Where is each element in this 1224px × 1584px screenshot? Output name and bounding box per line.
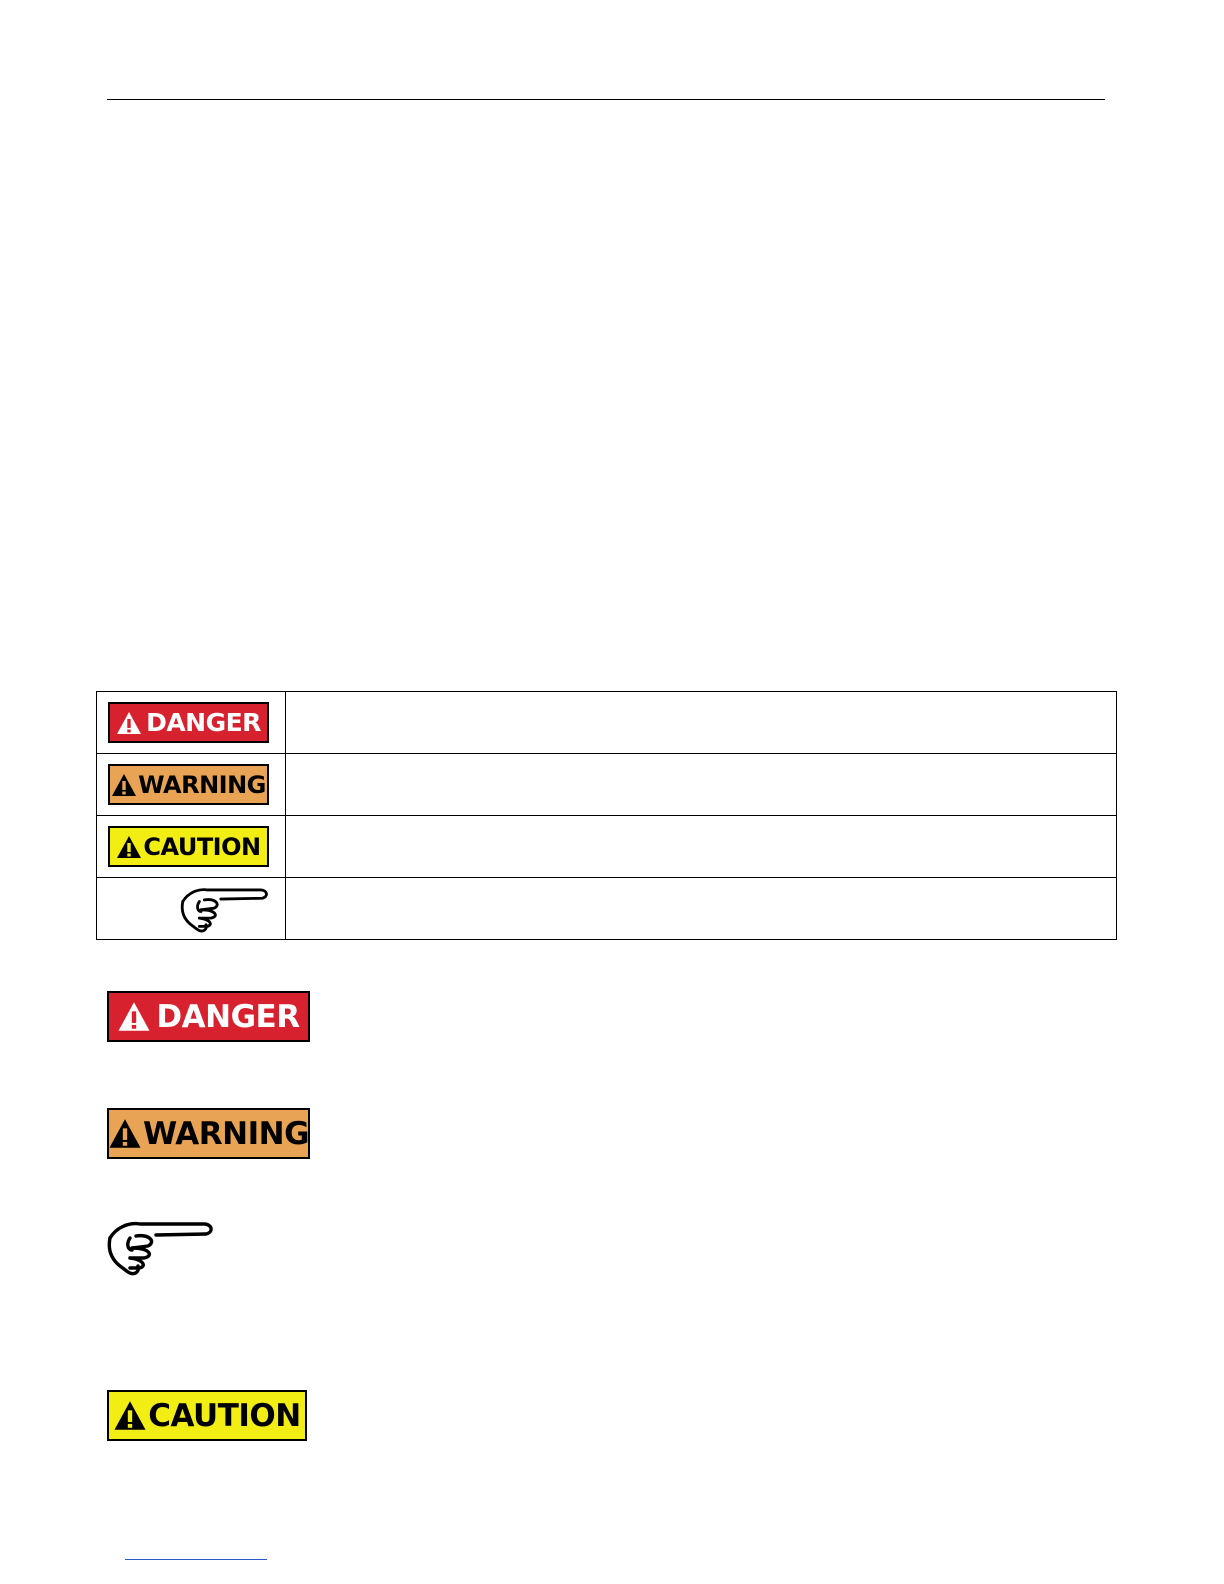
exclamation-triangle-icon	[108, 1118, 142, 1149]
warning-label	[107, 1108, 310, 1159]
caution-label	[108, 826, 269, 867]
warning-label-text: WARNING	[142, 1115, 310, 1152]
table-row	[97, 816, 1117, 878]
warning-label	[108, 764, 269, 805]
table-row	[97, 754, 1117, 816]
symbol-description	[286, 754, 1117, 816]
exclamation-triangle-icon	[117, 1001, 151, 1032]
note-symbol	[105, 1218, 217, 1281]
pointing-hand-icon	[179, 885, 271, 933]
header-rule	[107, 99, 1105, 100]
table-row	[97, 878, 1117, 940]
caution-label-text: CAUTION	[148, 1397, 301, 1434]
footer-link-underline[interactable]	[125, 1559, 267, 1560]
table-row	[97, 692, 1117, 754]
symbol-cell	[97, 754, 286, 816]
exclamation-triangle-icon	[116, 835, 142, 859]
safety-symbols-table	[96, 691, 1117, 940]
symbol-description	[286, 692, 1117, 754]
note-symbol-wrap	[97, 885, 285, 933]
warning-label-text: WARNING	[138, 770, 266, 799]
exclamation-triangle-icon	[116, 711, 142, 735]
symbol-cell	[97, 816, 286, 878]
caution-label	[107, 1390, 307, 1441]
symbol-description	[286, 878, 1117, 940]
danger-label-text: DANGER	[156, 998, 300, 1035]
danger-label	[108, 702, 269, 743]
danger-label-text: DANGER	[146, 708, 261, 737]
danger-label	[107, 991, 310, 1042]
caution-label-text: CAUTION	[143, 832, 261, 861]
symbol-cell	[97, 692, 286, 754]
symbol-description	[286, 816, 1117, 878]
exclamation-triangle-icon	[113, 1400, 147, 1431]
symbol-cell	[97, 878, 286, 940]
pointing-hand-icon	[105, 1218, 217, 1276]
exclamation-triangle-icon	[111, 773, 137, 797]
